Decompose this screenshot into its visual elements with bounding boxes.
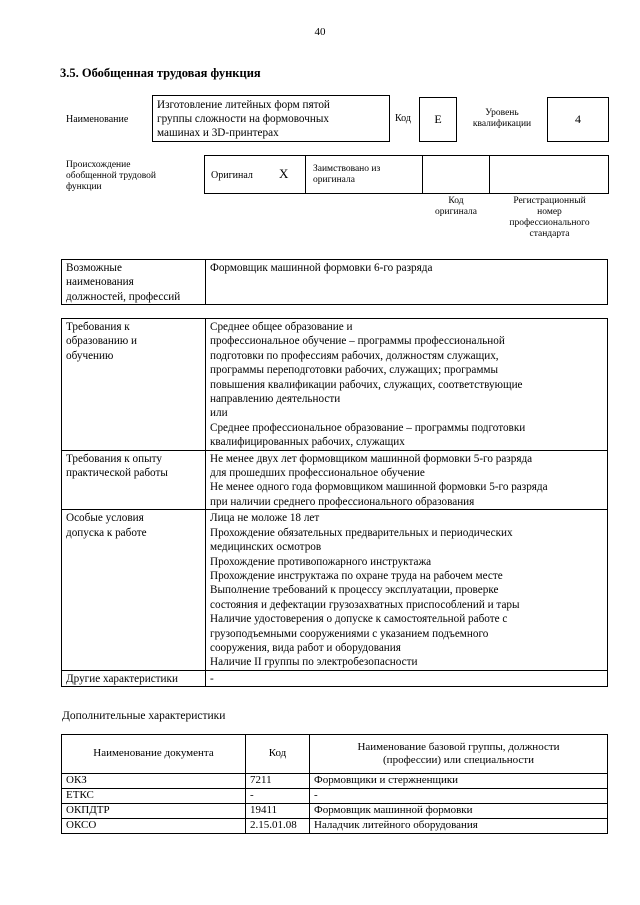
caption-line: Код: [448, 196, 464, 206]
value-line: -: [210, 672, 214, 685]
table-row: [62, 789, 608, 804]
caption-line: Регистрационный: [513, 196, 586, 206]
cell-document: ОКПДТР: [62, 804, 246, 819]
level-label: [462, 108, 542, 130]
value-line: Среднее общее образование и: [210, 321, 353, 333]
cell-code: 19411: [246, 804, 310, 819]
cell-document: ОКСО: [62, 819, 246, 834]
function-name-box: [152, 95, 390, 142]
positions-table: [61, 259, 608, 305]
value-line: квалифицированных рабочих, служащих: [210, 436, 405, 449]
education-label: [62, 319, 206, 451]
cell-code: -: [246, 789, 310, 804]
value-line: Не менее одного года формовщиком машинной формовки 5-го разряда: [210, 481, 548, 494]
origin-label-line: Происхождение: [66, 160, 131, 170]
requirements-table: [61, 318, 608, 687]
value-line: профессиональное обучение – программы профессиональной: [210, 335, 505, 348]
value-line: медицинских осмотров: [210, 541, 322, 554]
positions-value: [206, 260, 608, 305]
function-name-line: Изготовление литейных форм пятой: [157, 99, 330, 111]
value-line: Не менее двух лет формовщиком машинной формовки 5-го разряда: [210, 452, 533, 465]
borrowed-label-line: оригинала: [313, 175, 355, 185]
admission-value: [206, 510, 608, 670]
value-line: Выполнение требований к процессу эксплуатации, проверке: [210, 584, 499, 597]
original-mark: X: [279, 166, 289, 181]
header-line: (профессии) или специальности: [383, 754, 534, 766]
name-label: Наименование: [66, 114, 129, 125]
original-label: Оригинал: [211, 170, 253, 181]
value-line: при наличии среднего профессионального образования: [210, 495, 475, 508]
caption-line: номер: [537, 207, 562, 217]
caption-line: профессионального: [509, 218, 590, 228]
value-line: или: [210, 407, 228, 420]
origin-table: [204, 155, 609, 194]
function-name-line: машинах и 3D-принтерах: [157, 127, 279, 139]
label-line: Требования к опыту: [66, 452, 162, 465]
table-row: [62, 510, 608, 670]
cell-name: -: [310, 789, 608, 804]
origin-label-line: обобщенной трудовой: [66, 171, 156, 181]
experience-value: [206, 450, 608, 510]
value-line: подготовки по профессиям рабочих, должностям служащих,: [210, 349, 499, 362]
level-label-line: Уровень: [485, 108, 519, 118]
value-line: повышения квалификации рабочих, служащих, соответствующие: [210, 378, 523, 391]
code-value: E: [419, 97, 457, 142]
label-line: Особые условия: [66, 512, 144, 525]
section-title: 3.5. Обобщенная трудовая функция: [60, 66, 261, 80]
value-line: Прохождение обязательных предварительных и периодических: [210, 526, 513, 539]
table-row: [62, 450, 608, 510]
table-row: [62, 774, 608, 789]
page-number: 40: [314, 26, 326, 38]
value-line: направлению деятельности: [210, 393, 341, 406]
caption-line: стандарта: [529, 229, 570, 239]
level-label-line: квалификации: [472, 119, 532, 129]
label-line: практической работы: [66, 467, 168, 480]
other-label: [62, 670, 206, 686]
origin-label: [66, 160, 156, 193]
header-code: Код: [246, 735, 310, 774]
function-name-line: группы сложности на формовочных: [157, 113, 329, 125]
origin-divider: [422, 155, 423, 194]
label-line: наименования: [66, 276, 134, 289]
cell-code: 2.15.01.08: [246, 819, 310, 834]
caption-original-code: [422, 196, 490, 218]
caption-line: оригинала: [435, 207, 477, 217]
experience-label: [62, 450, 206, 510]
header-base-group: [310, 735, 608, 774]
value-line: Лица не моложе 18 лет: [210, 512, 320, 525]
table-row: [62, 819, 608, 834]
borrowed-label-line: Заимствовано из: [313, 164, 381, 174]
value-line: Наличие удостоверения о допуске к самостоятельной работе с: [210, 613, 508, 626]
origin-label-line: функции: [66, 182, 102, 192]
table-row: [62, 260, 608, 305]
value-line: Наличие II группы по электробезопасности: [210, 656, 418, 669]
level-value: 4: [547, 97, 609, 142]
value-line: программы переподготовки рабочих, служащих; программы: [210, 364, 498, 377]
value-line: Прохождение противопожарного инструктажа: [210, 555, 432, 568]
table-row: [62, 670, 608, 686]
value-line: Прохождение инструктажа по охране труда на рабочем месте: [210, 569, 503, 582]
other-value: [206, 670, 608, 686]
cell-document: ОКЗ: [62, 774, 246, 789]
label-line: Требования к: [66, 321, 130, 333]
admission-label: [62, 510, 206, 670]
label-line: обучению: [66, 349, 114, 362]
table-row: [62, 804, 608, 819]
cell-name: Наладчик литейного оборудования: [310, 819, 608, 834]
label-line: образованию и: [66, 335, 138, 348]
education-value: [206, 319, 608, 451]
value-line: Формовщик машинной формовки 6-го разряда: [210, 262, 433, 274]
label-line: Другие характеристики: [66, 672, 178, 685]
table-row: [62, 319, 608, 451]
origin-divider: [489, 155, 490, 194]
value-line: сооружения, вида работ и оборудования: [210, 641, 401, 654]
label-line: Возможные: [66, 262, 122, 274]
positions-label: [62, 260, 206, 305]
code-label: Код: [395, 113, 411, 124]
label-line: допуска к работе: [66, 526, 147, 539]
cell-code: 7211: [246, 774, 310, 789]
value-line: состояния и дефектации грузозахватных приспособлений и тары: [210, 598, 520, 611]
borrowed-label: [313, 164, 380, 186]
caption-registration-number: [490, 196, 609, 240]
header-document: Наименование документа: [62, 735, 246, 774]
label-line: должностей, профессий: [66, 290, 181, 303]
additional-title: Дополнительные характеристики: [62, 710, 226, 722]
value-line: для прошедших профессиональное обучение: [210, 467, 425, 480]
additional-table: [61, 734, 608, 834]
cell-document: ЕТКС: [62, 789, 246, 804]
cell-name: Формовщик машинной формовки: [310, 804, 608, 819]
origin-divider: [305, 155, 306, 194]
header-line: Наименование базовой группы, должности: [357, 740, 560, 753]
value-line: грузоподъемными сооружениями с указанием подъемного: [210, 627, 489, 640]
value-line: Среднее профессиональное образование – программы подготовки: [210, 421, 526, 434]
table-header-row: [62, 735, 608, 774]
cell-name: Формовщики и стержненщики: [310, 774, 608, 789]
